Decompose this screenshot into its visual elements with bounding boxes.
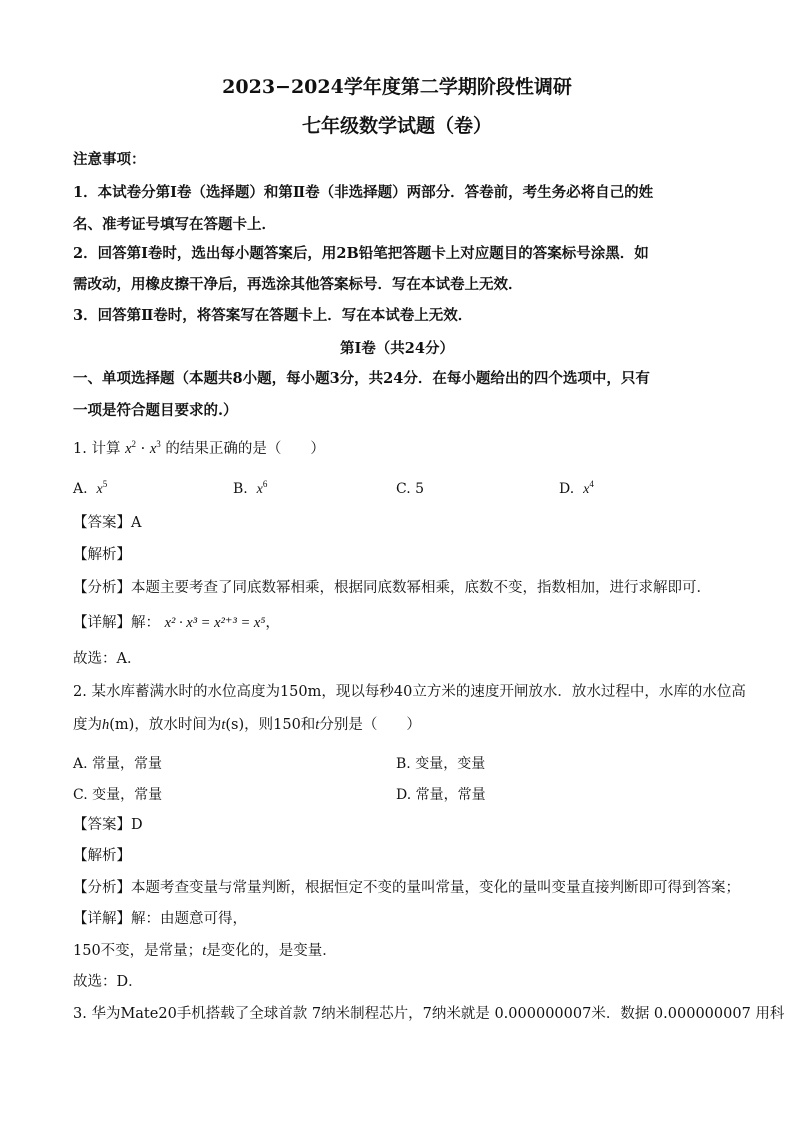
q1-prefix: 1. 计算 bbox=[73, 441, 121, 457]
q2-option-d: D. 常量，常量 bbox=[396, 787, 486, 803]
question-2-stem-line-1: 2. 某水库蓄满水时的水位高度为150m，现以每秒40立方米的速度开闸放水．放水过程中，水库的水位高 bbox=[73, 684, 746, 700]
q2-option-a: A. 常量，常量 bbox=[73, 756, 163, 772]
q1-detail-math: x² · x³ = x²⁺³ = x⁵ bbox=[164, 615, 266, 631]
notice-heading: 注意事项： bbox=[73, 151, 146, 168]
question-3-stem-line-1: 3. 华为Mate20手机搭载了全球首款 7纳米制程芯片，7纳米就是 0.000000007米．数据 0.000000007 用科 bbox=[73, 1006, 785, 1022]
q1-option-a: A. $x^5$ bbox=[73, 479, 108, 497]
q2-option-c: C. 变量，常量 bbox=[73, 787, 163, 803]
section-1-title: 第Ⅰ卷（共24分） bbox=[340, 340, 454, 357]
question-1-stem bbox=[73, 439, 723, 459]
q2-analysis: 【分析】本题考查变量与常量判断，根据恒定不变的量叫常量，变化的量叫变量直接判断即可得到答案； bbox=[73, 880, 740, 896]
notice-item-3: 3．回答第Ⅱ卷时，将答案写在答题卡上．写在本试卷上无效． bbox=[73, 307, 473, 324]
q1-exp-2: 3 bbox=[156, 439, 161, 449]
section-1-intro-line-1: 一、单项选择题（本题共8小题，每小题3分，共24分．在每小题给出的四个选项中，只有 bbox=[73, 370, 650, 387]
question-2-stem-line-2: 度为h(m)，放水时间为t(s)，则150和t分别是（ ） bbox=[73, 717, 421, 733]
notice-item-2-line-2: 需改动，用橡皮擦干净后，再选涂其他答案标号．写在本试卷上无效． bbox=[73, 276, 523, 293]
q1-detail: 【详解】解： x² · x³ = x²⁺³ = x⁵， bbox=[73, 615, 280, 631]
q1-suffix: 的结果正确的是（ ） bbox=[165, 441, 325, 457]
notice-item-1-line-2: 名、准考证号填写在答题卡上． bbox=[73, 216, 276, 233]
q2-analysis-tag: 【解析】 bbox=[73, 848, 131, 864]
notice-item-1-line-1: 1．本试卷分第Ⅰ卷（选择题）和第Ⅱ卷（非选择题）两部分．答卷前，考生务必将自己的姓 bbox=[73, 184, 654, 201]
q1-conclusion: 故选：A． bbox=[73, 651, 142, 667]
exam-subtitle: 七年级数学试题（卷） bbox=[301, 115, 492, 137]
q1-analysis-tag: 【解析】 bbox=[73, 547, 131, 563]
q2-option-b: B. 变量，变量 bbox=[396, 756, 486, 772]
q1-answer: 【答案】A bbox=[73, 515, 142, 531]
q1-option-b: B. $x^6$ bbox=[233, 479, 268, 497]
q1-option-d: D. $x^4$ bbox=[559, 479, 594, 497]
q2-detail-2: 150不变，是常量；t是变化的，是变量． bbox=[73, 943, 337, 959]
q1-base-2: x bbox=[149, 441, 157, 457]
q1-dot: · bbox=[140, 441, 146, 457]
section-1-intro-line-2: 一项是符合题目要求的.） bbox=[73, 402, 238, 419]
exam-title: 2023−2024学年度第二学期阶段性调研 bbox=[222, 76, 572, 98]
q1-option-c: C. 5 bbox=[396, 481, 425, 497]
q1-analysis: 【分析】本题主要考查了同底数幂相乘，根据同底数幂相乘，底数不变，指数相加，进行求解即可． bbox=[73, 580, 711, 596]
q2-answer: 【答案】D bbox=[73, 817, 143, 833]
q2-conclusion: 故选：D． bbox=[73, 974, 143, 990]
q1-base-1: x bbox=[125, 441, 132, 457]
notice-item-2-line-1: 2．回答第Ⅰ卷时，选出每小题答案后，用2B铅笔把答题卡上对应题目的答案标号涂黑．如 bbox=[73, 245, 649, 262]
q2-detail: 【详解】解：由题意可得， bbox=[73, 911, 247, 927]
q1-exp-1: 2 bbox=[131, 439, 136, 449]
